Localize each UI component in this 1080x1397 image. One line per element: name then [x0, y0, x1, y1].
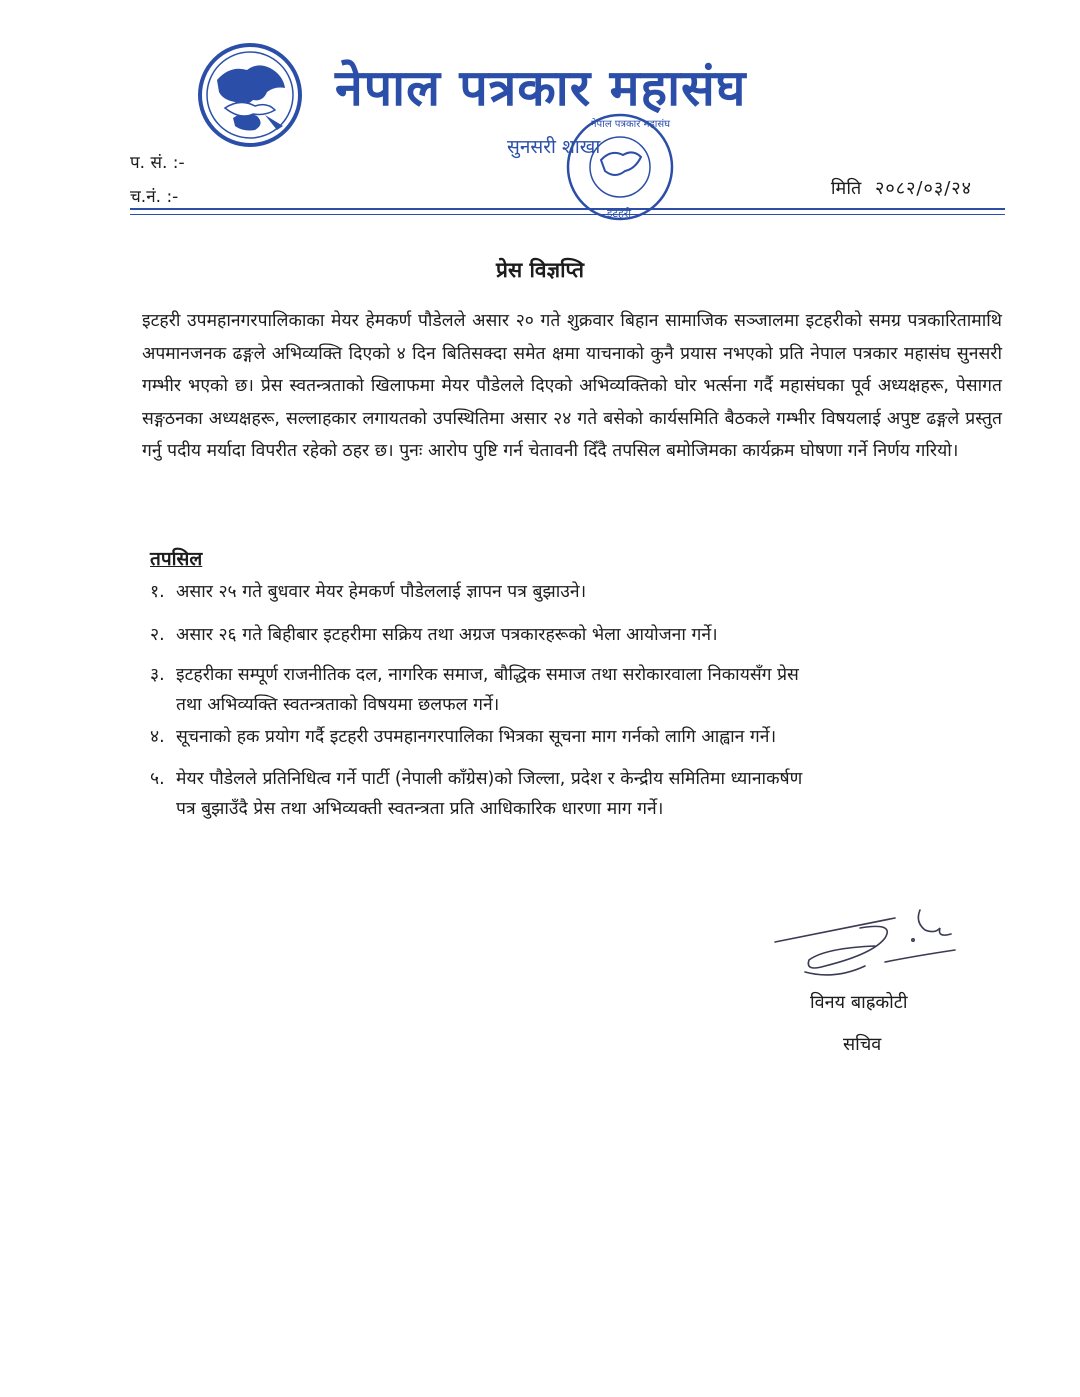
- schedule-item: [150, 764, 980, 824]
- header-divider-thick: [130, 208, 1005, 210]
- item-text: सूचनाको हक प्रयोग गर्दै इटहरी उपमहानगरपालिका भित्रका सूचना माग गर्नको लागि आह्वान गर्ने।: [176, 727, 777, 747]
- item-number: ४.: [150, 727, 165, 747]
- date-value: २०८२/०३/२४: [874, 178, 972, 199]
- date-row: [831, 176, 972, 200]
- item-text: असार २६ गते बिहीबार इटहरीमा सक्रिय तथा अग्रज पत्रकारहरूको भेला आयोजना गर्ने।: [176, 625, 718, 645]
- schedule-item: [150, 577, 980, 607]
- schedule-heading: तपसिल: [150, 548, 203, 570]
- item-text-continued: तथा अभिव्यक्ति स्वतन्त्रताको विषयमा छलफल गर्ने।: [176, 695, 500, 715]
- body-paragraph: इटहरी उपमहानगरपालिकाका मेयर हेमकर्ण पौडेलले असार २० गते शुक्रवार बिहान सामाजिक सञ्जालमा इटहरीको समग्र पत्रकारितामाथि अपमानजनक ढङ्गले अभिव्यक्ति दिएको ४ दिन बितिसक्दा समेत क्षमा याचनाको कुनै प्रयास नभएको प्रति नेपाल पत्रकार महासंघ सुनसरी गम्भीर भएको छ। प्रेस स्वतन्त्रताको खिलाफमा मेयर पौडेलले दिएको अभिव्यक्तिको घोर भर्त्सना गर्दै महासंघका पूर्व अध्यक्षहरू, पेसागत सङ्गठनका अध्यक्षहरू, सल्लाहकार लगायतको उपस्थितिमा असार २४ गते बसेको कार्यसमिति बैठकले गम्भीर विषयलाई अपुष्ट ढङ्गले प्रस्तुत गर्नु पदीय मर्यादा विपरीत रहेको ठहर छ। पुनः आरोप पुष्टि गर्न चेतावनी दिँदै तपसिल बमोजिमका कार्यक्रम घोषणा गर्ने निर्णय गरियो।: [142, 311, 1002, 461]
- item-text-continued: पत्र बुझाउँदै प्रेस तथा अभिव्यक्ती स्वतन्त्रता प्रति आधिकारिक धारणा माग गर्ने।: [176, 799, 664, 819]
- stamp-org-text: नेपाल पत्रकार महासंघ: [591, 119, 671, 130]
- item-text: मेयर पौडेलले प्रतिनिधित्व गर्ने पार्टी (नेपाली काँग्रेस)को जिल्ला, प्रदेश र केन्द्रीय समितिमा ध्यानाकर्षण: [176, 769, 803, 789]
- item-number: ३.: [150, 665, 165, 685]
- schedule-item: [150, 722, 980, 752]
- stamp-city-text: इटहरी: [607, 207, 632, 220]
- signatory-name: विनय बाह्रकोटी: [810, 992, 908, 1013]
- branch-stamp-seal: [505, 105, 680, 235]
- press-release-title: प्रेस विज्ञप्ति: [496, 258, 584, 282]
- stamp-branch-text: सुनसरी शाखा: [507, 136, 601, 158]
- item-number: १.: [150, 582, 165, 602]
- handwritten-signature: [765, 900, 965, 985]
- date-label: मिति: [830, 178, 862, 199]
- item-number: ५.: [150, 769, 165, 789]
- item-number: २.: [150, 625, 165, 645]
- schedule-item: [150, 660, 980, 720]
- reference-number-label: प. सं. :-: [130, 153, 185, 173]
- org-name-heading: नेपाल पत्रकार महासंघ: [335, 59, 747, 117]
- item-text: असार २५ गते बुधवार मेयर हेमकर्ण पौडेललाई ज्ञापन पत्र बुझाउने।: [176, 582, 587, 602]
- schedule-item: [150, 620, 980, 650]
- org-logo-globe-icon: [195, 40, 305, 150]
- dispatch-number-label: च.नं. :-: [130, 187, 179, 207]
- item-text: इटहरीका सम्पूर्ण राजनीतिक दल, नागरिक समाज, बौद्धिक समाज तथा सरोकारवाला निकायसँग प्रेस: [176, 665, 799, 685]
- header-divider-thin: [130, 214, 1005, 215]
- signatory-title: सचिव: [843, 1034, 882, 1055]
